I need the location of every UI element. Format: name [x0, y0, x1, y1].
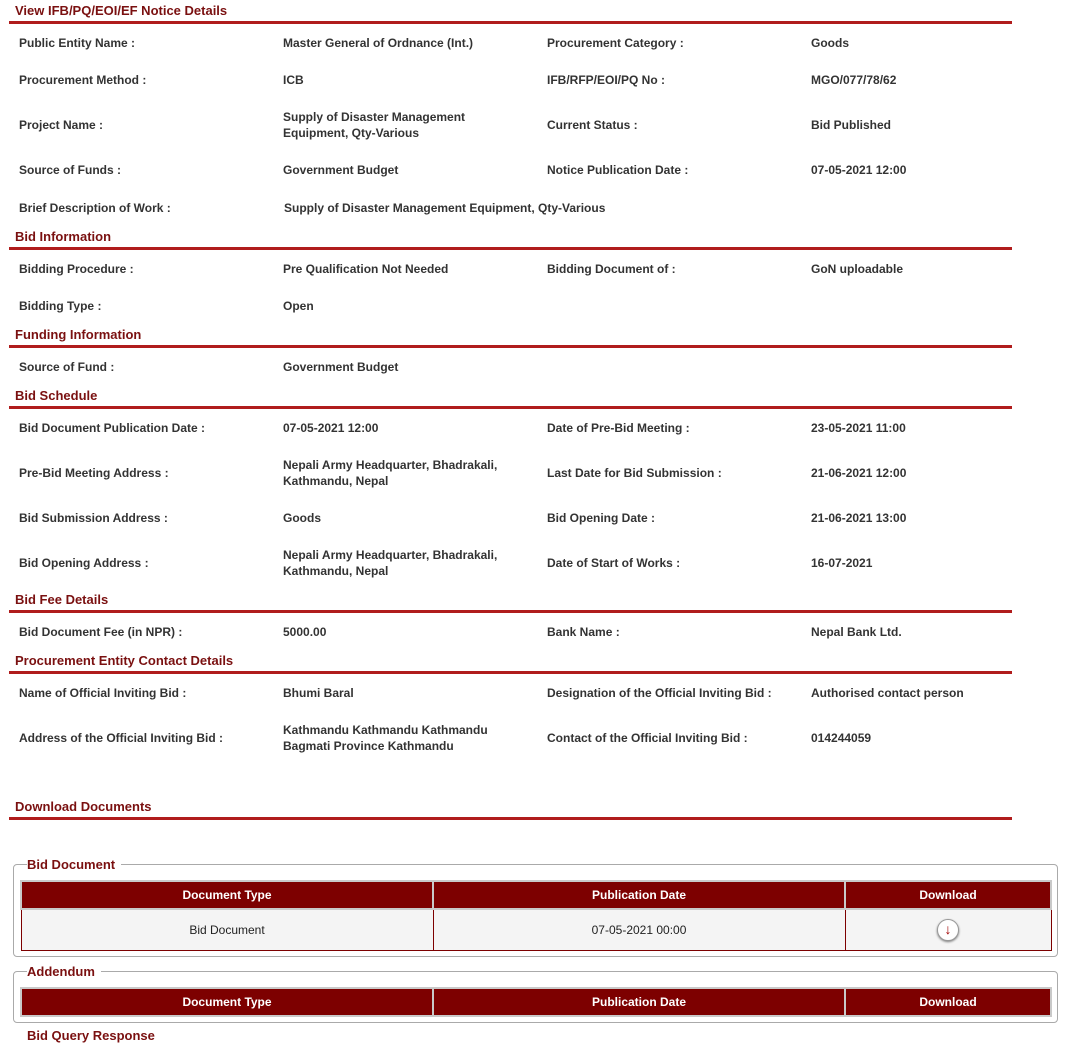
column-header-download: Download [845, 988, 1051, 1016]
bid-document-fee-label: Bid Document Fee (in NPR) : [19, 625, 183, 639]
section-title-contact-details: Procurement Entity Contact Details [15, 653, 234, 668]
official-designation-label: Designation of the Official Inviting Bid : [547, 686, 772, 700]
procurement-method-value: ICB [283, 73, 304, 87]
last-date-submission-value: 21-06-2021 12:00 [811, 466, 907, 480]
download-cell [845, 909, 1051, 951]
ifb-number-value: MGO/077/78/62 [811, 73, 897, 87]
official-contact-label: Contact of the Official Inviting Bid : [547, 731, 748, 745]
source-of-funds-value: Government Budget [283, 163, 399, 177]
start-of-works-value: 16-07-2021 [811, 556, 873, 570]
brief-description-value: Supply of Disaster Management Equipment, Qty-Various [284, 201, 606, 215]
official-address-label: Address of the Official Inviting Bid : [19, 731, 224, 745]
section-divider [9, 21, 1012, 24]
notice-publication-date-value: 07-05-2021 12:00 [811, 163, 907, 177]
addendum-table [20, 987, 1052, 1017]
official-name-value: Bhumi Baral [283, 686, 354, 700]
official-contact-value: 014244059 [811, 731, 872, 745]
section-title-bid-schedule: Bid Schedule [15, 388, 98, 403]
bid-document-fee-value: 5000.00 [283, 625, 327, 639]
section-divider [9, 817, 1012, 820]
bid-submission-address-label: Bid Submission Address : [19, 511, 168, 525]
procurement-category-value: Goods [811, 36, 849, 50]
bid-opening-date-value: 21-06-2021 13:00 [811, 511, 907, 525]
table-header-row [21, 988, 1051, 1016]
pre-bid-meeting-address-label: Pre-Bid Meeting Address : [19, 466, 169, 480]
start-of-works-label: Date of Start of Works : [547, 556, 681, 570]
section-title-bid-fee-details: Bid Fee Details [15, 592, 109, 607]
column-header-document-type: Document Type [21, 988, 433, 1016]
bid-opening-address-line1: Nepali Army Headquarter, Bhadrakali, [283, 548, 498, 562]
column-header-document-type: Document Type [21, 881, 433, 909]
bidding-procedure-value: Pre Qualification Not Needed [283, 262, 449, 276]
source-of-fund-value: Government Budget [283, 360, 399, 374]
bid-document-legend: Bid Document [27, 857, 121, 872]
pre-bid-meeting-address-line1: Nepali Army Headquarter, Bhadrakali, [283, 458, 498, 472]
section-divider [9, 247, 1012, 250]
download-icon[interactable] [937, 919, 959, 941]
official-designation-value: Authorised contact person [811, 686, 964, 700]
source-of-funds-label: Source of Funds : [19, 163, 121, 177]
column-header-publication-date: Publication Date [433, 881, 845, 909]
section-divider [9, 345, 1012, 348]
brief-description-label: Brief Description of Work : [19, 201, 171, 215]
bidding-type-value: Open [283, 299, 314, 313]
project-name-line1: Supply of Disaster Management [283, 110, 466, 124]
section-divider [9, 406, 1012, 409]
official-address-line1: Kathmandu Kathmandu Kathmandu [283, 723, 488, 737]
official-address-line2: Bagmati Province Kathmandu [283, 739, 454, 753]
publication-date-cell: 07-05-2021 00:00 [433, 909, 845, 951]
bid-query-response-legend: Bid Query Response [27, 1028, 161, 1043]
document-type-cell: Bid Document [21, 909, 433, 951]
bid-document-table [20, 880, 1052, 951]
procurement-category-label: Procurement Category : [547, 36, 684, 50]
section-title-download-documents: Download Documents [15, 799, 152, 814]
bidding-document-of-label: Bidding Document of : [547, 262, 676, 276]
ifb-number-label: IFB/RFP/EOI/PQ No : [547, 73, 666, 87]
column-header-download: Download [845, 881, 1051, 909]
bidding-type-label: Bidding Type : [19, 299, 102, 313]
official-name-label: Name of Official Inviting Bid : [19, 686, 187, 700]
public-entity-label: Public Entity Name : [19, 36, 136, 50]
table-header-row [21, 881, 1051, 909]
table-row [21, 909, 1051, 951]
public-entity-value: Master General of Ordnance (Int.) [283, 36, 474, 50]
bank-name-label: Bank Name : [547, 625, 620, 639]
bank-name-value: Nepal Bank Ltd. [811, 625, 902, 639]
pre-bid-meeting-date-value: 23-05-2021 11:00 [811, 421, 906, 435]
pre-bid-meeting-date-label: Date of Pre-Bid Meeting : [547, 421, 690, 435]
section-divider [9, 671, 1012, 674]
bid-document-publication-date-value: 07-05-2021 12:00 [283, 421, 379, 435]
addendum-legend: Addendum [27, 964, 101, 979]
pre-bid-meeting-address-line2: Kathmandu, Nepal [283, 474, 389, 488]
section-title-notice: View IFB/PQ/EOI/EF Notice Details [15, 3, 228, 18]
section-divider [9, 610, 1012, 613]
current-status-value: Bid Published [811, 118, 892, 132]
bid-opening-date-label: Bid Opening Date : [547, 511, 655, 525]
procurement-method-label: Procurement Method : [19, 73, 147, 87]
current-status-label: Current Status : [547, 118, 638, 132]
source-of-fund-label: Source of Fund : [19, 360, 115, 374]
notice-publication-date-label: Notice Publication Date : [547, 163, 689, 177]
project-name-line2: Equipment, Qty-Various [283, 126, 420, 140]
section-title-funding-information: Funding Information [15, 327, 142, 342]
bid-opening-address-label: Bid Opening Address : [19, 556, 149, 570]
column-header-publication-date: Publication Date [433, 988, 845, 1016]
bid-submission-address-value: Goods [283, 511, 321, 525]
last-date-submission-label: Last Date for Bid Submission : [547, 466, 722, 480]
section-title-bid-information: Bid Information [15, 229, 112, 244]
bid-opening-address-line2: Kathmandu, Nepal [283, 564, 389, 578]
bidding-document-of-value: GoN uploadable [811, 262, 904, 276]
project-name-label: Project Name : [19, 118, 104, 132]
bidding-procedure-label: Bidding Procedure : [19, 262, 134, 276]
bid-document-publication-date-label: Bid Document Publication Date : [19, 421, 206, 435]
